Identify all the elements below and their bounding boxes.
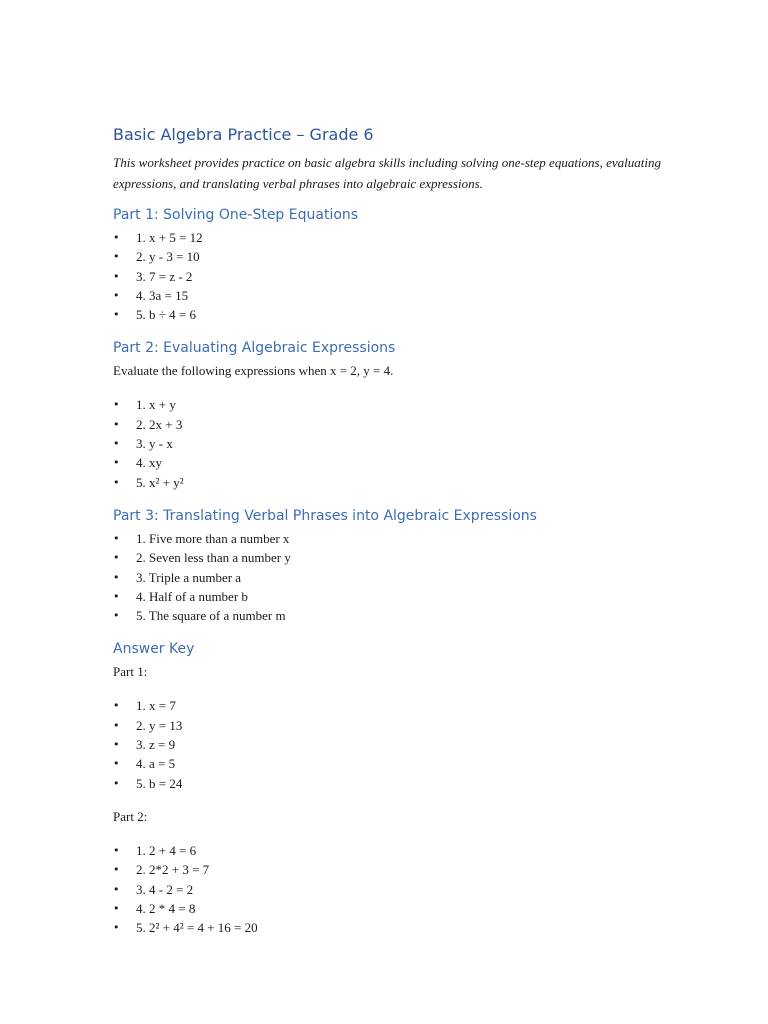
item-text: 3. Triple a number a: [136, 569, 242, 585]
item-text: 1. Five more than a number x: [136, 530, 290, 546]
bullet-icon: •: [113, 718, 120, 732]
list-item: [113, 918, 673, 937]
bullet-icon: •: [113, 531, 120, 545]
bullet-icon: •: [113, 417, 120, 431]
item-text: 4. a = 5: [136, 756, 176, 772]
list-item: [113, 587, 673, 606]
item-text: 3. 4 - 2 = 2: [136, 881, 194, 897]
answer-key-part2-list: [113, 841, 673, 937]
bullet-icon: •: [113, 437, 120, 451]
document-content: [113, 124, 673, 951]
bullet-icon: •: [113, 901, 120, 915]
document-intro: This worksheet provides practice on basic algebra skills including solving one-step equations, evaluating expressions, and translating verbal phrases into algebraic expressions.: [113, 155, 661, 191]
item-text: 2. 2x + 3: [136, 416, 183, 432]
item-text: 4. Half of a number b: [136, 588, 248, 604]
list-item: [113, 606, 673, 625]
bullet-icon: •: [113, 757, 120, 771]
list-item: [113, 286, 673, 305]
bullet-icon: •: [113, 551, 120, 565]
list-item: [113, 548, 673, 567]
bullet-icon: •: [113, 269, 120, 283]
answer-key-part2-label: Part 2:: [113, 808, 148, 824]
list-item: [113, 453, 673, 472]
bullet-icon: •: [113, 843, 120, 857]
item-text: 1. 2 + 4 = 6: [136, 842, 197, 858]
list-item: [113, 267, 673, 286]
bullet-icon: •: [113, 308, 120, 322]
part2-instruction: Evaluate the following expressions when x = 2, y = 4.: [113, 363, 394, 379]
item-text: 2. y - 3 = 10: [136, 249, 200, 265]
bullet-icon: •: [113, 609, 120, 623]
bullet-icon: •: [113, 250, 120, 264]
bullet-icon: •: [113, 738, 120, 752]
bullet-icon: •: [113, 921, 120, 935]
list-item: [113, 716, 673, 735]
list-item: [113, 473, 673, 492]
part2-heading: Part 2: Evaluating Algebraic Expressions: [113, 340, 396, 357]
bullet-icon: •: [113, 699, 120, 713]
list-item: [113, 899, 673, 918]
item-text: 3. y - x: [136, 436, 173, 452]
part3-list: [113, 529, 673, 625]
bullet-icon: •: [113, 231, 120, 244]
answer-key-heading: Answer Key: [113, 641, 195, 658]
list-item: [113, 529, 673, 548]
document-title: Basic Algebra Practice – Grade 6: [113, 125, 374, 144]
list-item: [113, 434, 673, 453]
list-item: [113, 774, 673, 793]
item-text: 3. 7 = z - 2: [136, 268, 193, 284]
bullet-icon: •: [113, 589, 120, 603]
item-text: 5. The square of a number m: [136, 608, 286, 624]
part1-list: [113, 228, 673, 324]
part3-heading: Part 3: Translating Verbal Phrases into Algebraic Expressions: [113, 507, 537, 524]
list-item: [113, 415, 673, 434]
item-text: 4. xy: [136, 455, 162, 471]
answer-key-part1-list: [113, 696, 673, 792]
bullet-icon: •: [113, 863, 120, 877]
bullet-icon: •: [113, 398, 120, 412]
item-text: 1. x + 5 = 12: [136, 230, 203, 245]
answer-key-part1-label: Part 1:: [113, 664, 148, 680]
item-text: 5. x² + y²: [136, 474, 184, 490]
list-item: [113, 880, 673, 899]
bullet-icon: •: [113, 456, 120, 470]
bullet-icon: •: [113, 475, 120, 489]
list-item: [113, 305, 673, 324]
list-item: [113, 735, 673, 754]
item-text: 5. b = 24: [136, 775, 183, 791]
list-item: [113, 395, 673, 414]
list-item: [113, 860, 673, 879]
list-item: [113, 841, 673, 860]
item-text: 2. y = 13: [136, 717, 183, 733]
bullet-icon: •: [113, 288, 120, 302]
item-text: 5. b ÷ 4 = 6: [136, 307, 196, 323]
list-item: [113, 568, 673, 587]
item-text: 2. Seven less than a number y: [136, 550, 291, 566]
bullet-icon: •: [113, 776, 120, 790]
item-text: 5. 2² + 4² = 4 + 16 = 20: [136, 920, 258, 936]
list-item: [113, 228, 673, 247]
part1-heading: Part 1: Solving One-Step Equations: [113, 207, 359, 223]
item-text: 2. 2*2 + 3 = 7: [136, 862, 210, 878]
item-text: 1. x = 7: [136, 698, 176, 714]
list-item: [113, 754, 673, 773]
list-item: [113, 247, 673, 266]
list-item: [113, 696, 673, 715]
item-text: 3. z = 9: [136, 737, 176, 753]
bullet-icon: •: [113, 882, 120, 896]
item-text: 1. x + y: [136, 397, 176, 413]
part2-list: [113, 395, 673, 491]
bullet-icon: •: [113, 570, 120, 584]
item-text: 4. 3a = 15: [136, 287, 189, 303]
item-text: 4. 2 * 4 = 8: [136, 900, 196, 916]
